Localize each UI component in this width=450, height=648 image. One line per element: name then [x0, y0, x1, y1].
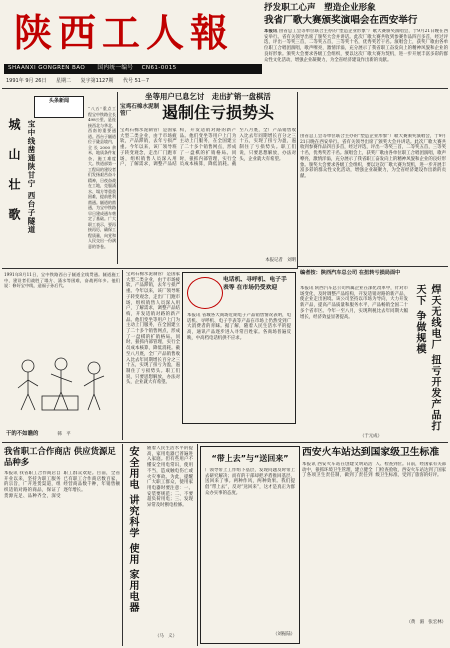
top-right-continuation: 由省总工会等单位联合主办的“塑造企业形象”厂歌大赛颁奖演唱会，于9月21日晚在西安举行。省有关领导出席了颁奖大会并讲话。此次厂歌大赛共收到参赛作品四百多首，经过评选，评出一等奖三首，二等奖五首，三等奖十名，优秀奖若干名。演唱会上，获奖厂歌由各单位职工合唱团演唱，歌声嘹亮，激情洋溢，充分展示了我省职工奋发向上的精神风貌和企业的良好形象。颁奖大会要求各级工会组织，要以这次厂歌大赛为契机，进一步开展丰富多彩的群众性文化活动，增强企业凝聚力，为全省经济建设作出新的贡献。	[300, 134, 446, 179]
top-headline-line2: 我省厂歌大赛颁奖演唱会在西安举行	[264, 15, 418, 26]
masthead-issn: CN61-0015	[141, 65, 177, 71]
right-column-body: 本报讯 陕西汽车总公司所属企业在深化改革中，针对市场变化，及时调整产品结构，开发适销对路的新产品，使企业走出困境。该公司坚持以市场为导向，大力开发新产品，提高产品质量和服务水平，产品畅销全国二十多个省市区。今年一至八月，实现利税比去年同期大幅增长，经济效益显著提高。	[300, 286, 408, 320]
rotated-column-body: 1991年8月11日，宝中铁路西台子隧道全线贯通。隧道施工中，建设者们战胜了塌方、涌水等困难，奋战两年多。他们说：修好宝中线，造福子孙后代。	[4, 272, 120, 289]
bottom-center-left-body: 随着人民生活水平的提高，家用电器已普遍进入家庭。但有些用户不懂安全用电常识，使用不当，造成触电伤亡或火灾事故。为此，提醒广大职工群众，使用家用电器时要注意：一、安装要规范；二、不要超负荷用电；三、发现异常及时断电检修。	[147, 446, 193, 509]
center-box-body: 本报讯 省城各大商场近期电子产品销售情况表明，电话机、寻呼机、电子手表等产品在市场上仍然受到广大消费者的青睐。据了解，随着人民生活水平的提高，通讯产品逐步进入寻常百姓家。各商场普遍反映，中高档电话机供不应求。	[187, 313, 291, 341]
right-column	[300, 270, 446, 442]
bottom-right-byline: （黄 湄 张宏林）	[406, 620, 446, 625]
masthead-weekday: 星期二	[56, 78, 72, 84]
bottom-right-story	[302, 446, 446, 644]
top-headline-line1: 抒发职工心声 塑造企业形象	[264, 3, 376, 13]
bottom-right-headline: 西安火车站达到国家级卫生标准	[302, 447, 440, 458]
bottom-left-story	[4, 446, 120, 644]
masthead-code: 代号 51－7	[122, 78, 150, 84]
bottom-center-right-headline: “带上去”与“送回来”	[211, 454, 289, 463]
main-story-headline-row	[120, 102, 296, 128]
main-story-headline: 遏制住亏损势头	[162, 103, 275, 122]
main-story-kicker2: 宝鸡石棉水泥制管厂	[120, 104, 160, 117]
center-box-stamp	[187, 277, 223, 309]
masthead-date: 1991年 9月 26日	[6, 78, 47, 84]
masthead-infobar	[4, 64, 262, 74]
bottom-center-left-byline: （马 义）	[155, 634, 177, 639]
bottom-left-headline: 我省职工合作商店 供应货源足品种多	[4, 446, 116, 467]
left-feature-body: “八五”重点工程宝中铁路全长498公里，是连接西北与华北、西南的重要通道。西台子隧道位于陇县境内，全长2000余米，地质条件复杂，施工难度大。铁道部第一工程局的建设者们发扬艰苦奋斗精神，日夜奋战在工地，克服涌水、塌方等重重困难，提前胜利凿通。隧道的凿通，为宝中铁路早日建成通车奠定了基础。广大职工表示，要再接再厉，确保工程质量，向党和人民交出一份满意的答卷。	[88, 106, 116, 249]
right-column-vertical-headline: 焊天无线电厂 扭亏开发产品打天下 争做规模	[414, 284, 440, 432]
center-text: 宝鸡石棉水泥制管厂是国家大型二类企业，由于市场疲软，产品滞销，去年亏损严重。今年以来，该厂领导班子转变观念，走出厂门跑市场，组织销售人员深入用户，了解需求，调整产品结构，开发适销对路的新产品。他们变坐等用户上门为主动上门服务，在全国建立了二十多个销售网点，形成了一盘棋的扩销格局。同时，狠抓内部管理，实行全员成本核算，降低消耗。截至八月底，全厂产品销售收入比去年同期增长百分之三十五，实现了扭亏为盈，遏制住了亏损势头。职工们说，只要思想解放，办法对头，企业就大有希望。	[126, 272, 180, 386]
left-feature-badge: 头条新闻	[48, 98, 69, 104]
masthead-issn-label: 国内统一编号	[97, 65, 134, 71]
bottom-center-right-body: 厂领导带上工作组下基层，发现问题及时带上去研究解决；而有的干部却把矛盾推回基层，送回来了事。两种作风，两种效果。我们提倡“带上去”，反对“送回来”，这才是真正为群众办实事的态度。	[205, 468, 295, 496]
bottom-center-left-headline: 安全用电 讲究科学 使用 家用电器	[127, 446, 138, 614]
cartoon-drawing	[6, 352, 116, 416]
bottom-right-body: 本报讯 西安火车站在创建文明站活动中，狠抓环境卫生管理，建立健全了各项卫生责任制，做到了责任到人、检查到位。日前，经国家有关部门检查验收，西安火车站达到了国家级卫生标准，受到了旅客的好评。	[302, 462, 446, 479]
masthead-datebar	[6, 77, 260, 85]
bottom-left-body: 本报讯 我省职工合作商店自开业以来，坚持为职工服务的宗旨，广开进货渠道，组织适销对路的商品，保证了货源充足、品种齐全，深受职工群众欢迎。目前，全省已有职工合作商店数百家，经营商品数千种，年销售额逐年增长。	[4, 471, 120, 499]
center-box-headline: 电话机、寻呼机、电子手表等 在市场仍受欢迎	[223, 277, 287, 291]
masthead	[4, 2, 262, 90]
masthead-issue: 复字第1127期	[80, 78, 114, 84]
main-story-body: 宝鸡石棉水泥制管厂是国家大型二类企业，由于市场疲软，产品滞销，去年亏损严重。今年以来，该厂领导班子转变观念，走出厂门跑市场，组织销售人员深入用户，了解需求，调整产品结构，开发适销对路的新产品。他们变坐等用户上门为主动上门服务，在全国建立了二十多个销售网点，形成了一盘棋的扩销格局。同时，狠抓内部管理，实行全员成本核算，降低消耗。截至八月底，全厂产品销售收入比去年同期增长百分之三十五，实现了扭亏为盈，遏制住了亏损势头。职工们说，只要思想解放，办法对头，企业就大有希望。	[120, 128, 296, 168]
cartoon	[6, 352, 116, 437]
left-feature-title: 城 山 壮 歌	[7, 118, 21, 223]
left-feature-badge-box	[34, 96, 84, 118]
right-column-byline: （于元成）	[360, 434, 382, 439]
main-story-byline: 本报记者 刘明	[265, 258, 296, 263]
right-column-headline: 编者按：陕西汽车总公司 在扭转亏损局面中	[300, 270, 401, 276]
main-story-kicker1: 坐等用户已息乞讨 走出扩销一盘棋活	[145, 92, 271, 101]
top-headline-text: 由省总工会等单位联合主办的“塑造企业形象”厂歌大赛颁奖演唱会，于9月21日晚在西安举行。省有关领导出席了颁奖大会并讲话。此次厂歌大赛共收到参赛作品四百多首，经过评选，评出一等奖三首，二等奖五首，三等奖十名，优秀奖若干名。演唱会上，获奖厂歌由各单位职工合唱团演唱，歌声嘹亮，激情洋溢，充分展示了我省职工奋发向上的精神风貌和企业的良好形象。颁奖大会要求各级工会组织，要以这次厂歌大赛为契机，进一步开展丰富多彩的群众性文化活动，增强企业凝聚力，为全省经济建设作出新的贡献。	[264, 29, 448, 63]
left-feature-kicker: 宝中线凿通陕甘宁 西台子隧道	[27, 120, 36, 235]
center-box	[182, 272, 296, 424]
bottom-center-right-byline: （刘振陆）	[273, 632, 295, 637]
left-feature	[4, 92, 88, 262]
main-story	[120, 92, 296, 268]
top-headline-byline: 本报讯	[264, 29, 278, 34]
masthead-title: 陕西工人報	[14, 10, 235, 55]
cartoon-author: 韩 平	[57, 432, 71, 437]
masthead-pinyin: SHAANXI GONGREN BAO	[8, 65, 86, 71]
bottom-center-left-story	[125, 446, 195, 644]
bottom-center-right-story	[200, 446, 300, 644]
cartoon-caption: 干的不如瞧的	[6, 431, 39, 437]
